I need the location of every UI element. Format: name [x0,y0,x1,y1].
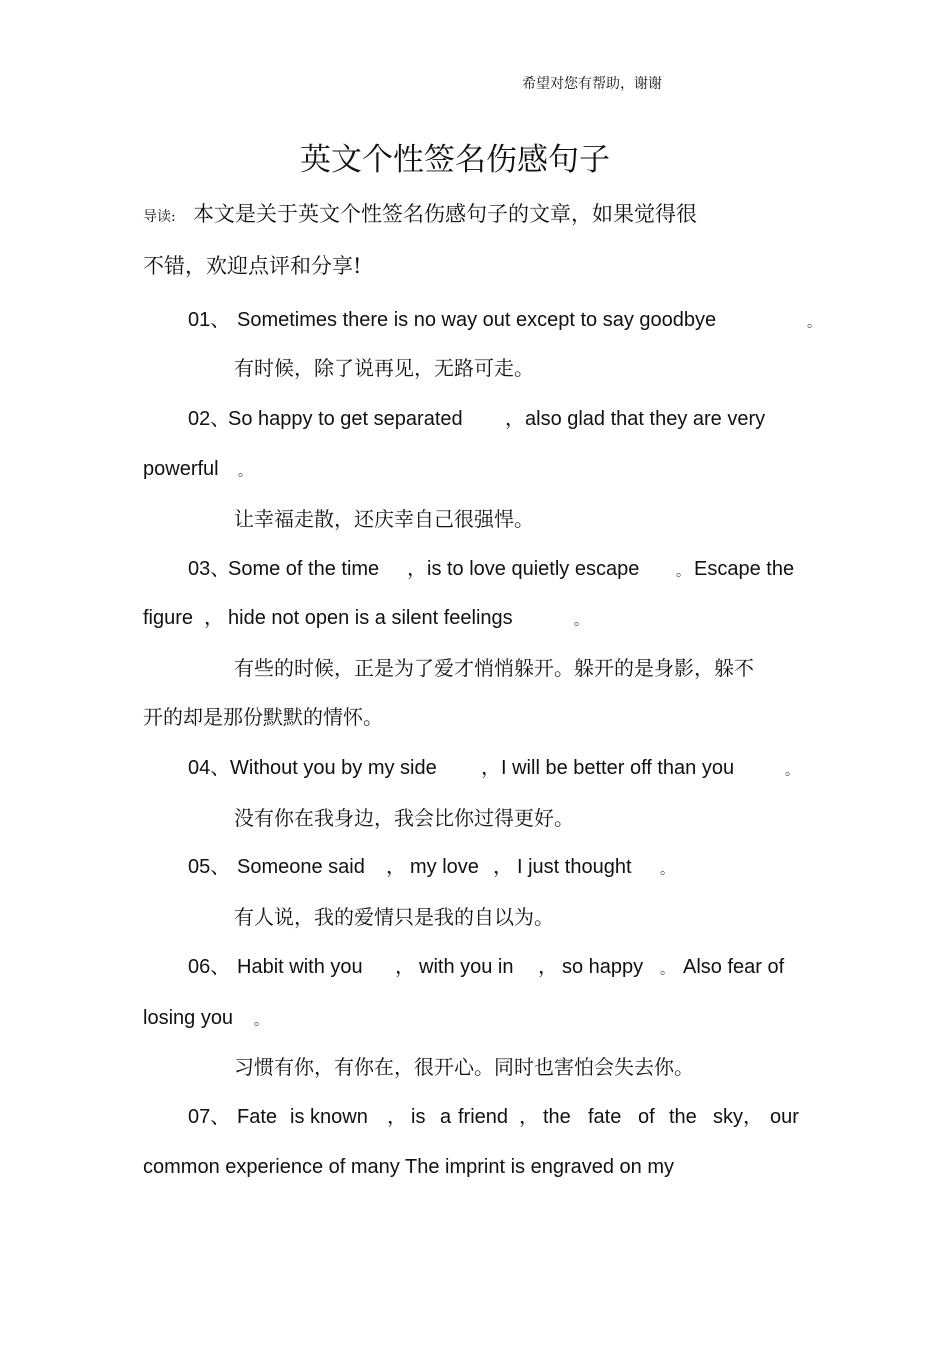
entry-english-text: Someone said [237,856,365,878]
entry-english-text: is known [290,1106,368,1128]
entry-english-text: ， [395,956,415,978]
entry-english-text: our [770,1106,799,1128]
entry-english-text: is [411,1106,426,1128]
entry-number: 05、 [188,856,231,878]
stop-mark: 。 [660,862,674,878]
entry-english-text: ，also glad that they are very [505,408,766,430]
entry-chinese-text: 有人说，我的爱情只是我的自以为。 [234,905,554,929]
entry-english-text: Escape the [694,558,795,580]
entry-chinese-text: 有些的时候，正是为了爱才悄悄躲开。躲开的是身影，躲不 [234,656,754,680]
intro-text-line1: 本文是关于英文个性签名伤感句子的文章，如果觉得很 [193,202,697,226]
entry-chinese-text: 没有你在我身边，我会比你过得更好。 [234,806,574,830]
entry-english-text: Fate [237,1106,278,1128]
entry-english-text: hide not open is a silent feelings [228,607,513,629]
entry-english-text: ， [538,956,558,978]
entry-english-text: my love [410,856,479,878]
entry-english-text: ， [386,856,406,878]
entry-number: 03、 [188,558,231,580]
entry-number: 07、 [188,1106,231,1128]
entry-english-text: so happy [562,956,644,978]
entry-english-text: losing you [143,1007,234,1029]
entry-english-text: figure [143,607,194,629]
entry-english-text: ，is to love quietly escape [407,558,640,580]
entry-chinese-text: 让幸福走散，还庆幸自己很强悍。 [234,507,534,531]
entry-english-text: friend [458,1106,509,1128]
entry-english-text: with you in [419,956,514,978]
stop-mark: 。 [676,564,690,580]
entry-english-text: Habit with you [237,956,363,978]
stop-mark: 。 [574,613,588,629]
stop-mark: 。 [785,763,799,779]
entry-english-text: I just thought [517,856,632,878]
stop-mark: 。 [254,1013,268,1029]
entry-english-text: common experience of many The imprint is engraved on my [143,1156,674,1178]
entry-english-text: ， [204,607,224,629]
entry-english-text: the [669,1106,697,1128]
entry-english-text: Some of the time [228,558,380,580]
intro-label: 导读: [143,209,176,225]
header-note: 希望对您有帮助，谢谢 [522,76,662,92]
entry-chinese-text: 习惯有你，有你在，很开心。同时也害怕会失去你。 [234,1055,694,1079]
entry-english-text: fate [588,1106,622,1128]
entry-english-text: ， [387,1106,407,1128]
entry-english-text: of [638,1106,655,1128]
entry-english-text: a [440,1106,452,1128]
stop-mark: 。 [238,464,252,480]
entry-english-text: Without you by my side [230,757,437,779]
intro-text-line2: 不错，欢迎点评和分享! [143,254,362,278]
entry-number: 02、 [188,408,231,430]
entry-english-text: ， [519,1106,539,1128]
stop-mark: 。 [660,962,674,978]
entry-number: 06、 [188,956,231,978]
entry-chinese-text: 有时候，除了说再见，无路可走。 [234,356,534,380]
entry-english-text: sky， [713,1106,763,1128]
page-title: 英文个性签名伤感句子 [300,142,610,178]
stop-mark: 。 [807,315,821,331]
entry-number: 01、 [188,309,231,331]
entry-english-text: So happy to get separated [228,408,463,430]
entry-english-text: Also fear of [683,956,785,978]
entry-chinese-text: 开的却是那份默默的情怀。 [143,705,383,729]
entry-english-text: ，I will be better off than you [481,757,735,779]
entry-english-text: Sometimes there is no way out except to say goodbye [237,309,717,331]
entry-english-text: powerful [143,458,219,480]
entry-english-text: the [543,1106,571,1128]
entry-number: 04、 [188,757,231,779]
entry-english-text: ， [493,856,513,878]
